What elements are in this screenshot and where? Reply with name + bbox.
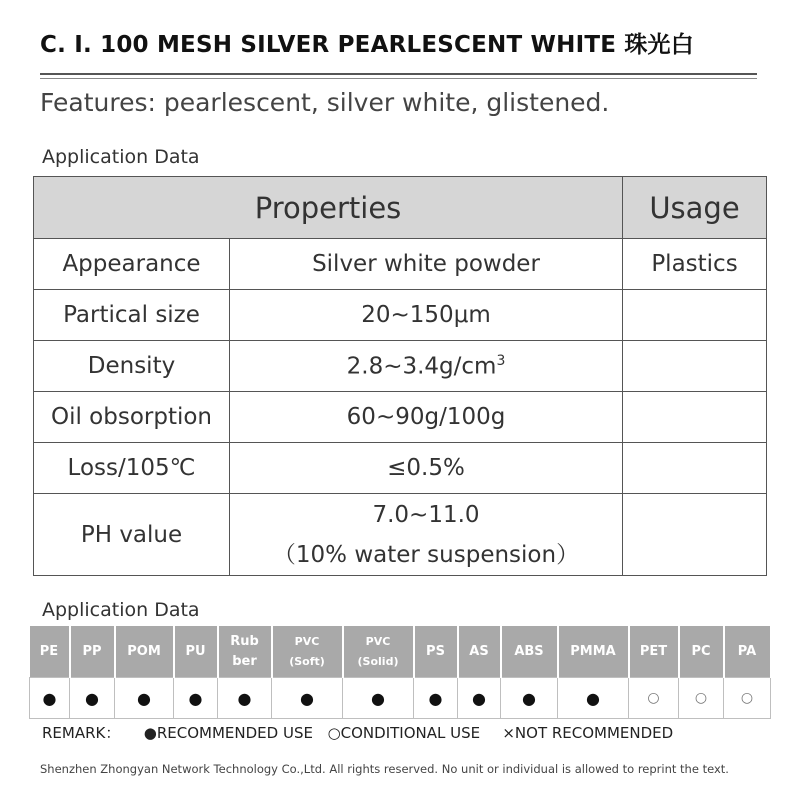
conditional-mark: ○	[724, 678, 771, 719]
recommended-mark: ●	[414, 678, 458, 719]
recommended-mark: ●	[458, 678, 501, 719]
section-heading-application: Application Data	[42, 599, 200, 621]
property-label: Appearance	[34, 239, 230, 290]
legend-recommended: ●RECOMMENDED USE	[143, 724, 313, 742]
recommended-mark: ●	[501, 678, 558, 719]
density-superscript: 3	[496, 352, 506, 369]
material-header: PET	[629, 626, 679, 678]
material-header: PVC (Soft)	[272, 626, 343, 678]
recommended-mark: ●	[218, 678, 272, 719]
usage-value	[623, 290, 767, 341]
property-label: Partical size	[34, 290, 230, 341]
table-row	[34, 494, 767, 576]
material-header: PE	[30, 626, 70, 678]
recommended-mark: ●	[272, 678, 343, 719]
material-header: PVC (Solid)	[343, 626, 414, 678]
table-header-row	[34, 177, 767, 239]
property-value	[230, 341, 623, 392]
property-value: 60~90g/100g	[230, 392, 623, 443]
recommended-mark: ●	[343, 678, 414, 719]
material-header: PS	[414, 626, 458, 678]
material-header: PU	[174, 626, 218, 678]
table-row	[34, 443, 767, 494]
title-divider-thin	[40, 78, 757, 79]
property-label: Density	[34, 341, 230, 392]
usage-header: Usage	[623, 177, 767, 239]
material-header: PC	[679, 626, 724, 678]
legend-conditional: ○CONDITIONAL USE	[327, 724, 481, 742]
material-header: ABS	[501, 626, 558, 678]
usage-value	[623, 341, 767, 392]
usage-value	[623, 443, 767, 494]
table-row	[34, 341, 767, 392]
remark-legend	[42, 722, 673, 743]
recommended-mark: ●	[558, 678, 629, 719]
usage-value	[623, 392, 767, 443]
application-marks-row	[30, 678, 771, 719]
material-header: POM	[115, 626, 174, 678]
property-label: Oil obsorption	[34, 392, 230, 443]
property-label: PH value	[34, 494, 230, 576]
features-text: Features: pearlescent, silver white, glistened.	[40, 88, 610, 117]
legend-not-recommended: ×NOT RECOMMENDED	[502, 724, 674, 742]
material-header: PP	[70, 626, 115, 678]
section-heading-properties: Application Data	[42, 146, 200, 168]
ph-range: 7.0~11.0	[372, 501, 480, 528]
recommended-mark: ●	[70, 678, 115, 719]
properties-table	[33, 176, 767, 576]
page-title: C. I. 100 MESH SILVER PEARLESCENT WHITE 珠光白	[40, 32, 694, 58]
material-header: PMMA	[558, 626, 629, 678]
usage-value	[623, 494, 767, 576]
property-value: ≤0.5%	[230, 443, 623, 494]
application-header-row	[30, 626, 771, 678]
table-row	[34, 392, 767, 443]
material-header: AS	[458, 626, 501, 678]
copyright-footer: Shenzhen Zhongyan Network Technology Co.,Ltd. All rights reserved. No unit or individual is allowed to reprint the text.	[40, 762, 729, 776]
usage-value: Plastics	[623, 239, 767, 290]
title-divider	[40, 73, 757, 75]
property-value: 20~150μm	[230, 290, 623, 341]
property-value: Silver white powder	[230, 239, 623, 290]
properties-header: Properties	[34, 177, 623, 239]
recommended-mark: ●	[115, 678, 174, 719]
remark-label: REMARK：	[42, 724, 121, 742]
property-value	[230, 494, 623, 576]
application-table	[29, 626, 772, 719]
ph-condition: （10% water suspension）	[272, 541, 580, 568]
material-header: PA	[724, 626, 771, 678]
table-row	[34, 290, 767, 341]
conditional-mark: ○	[629, 678, 679, 719]
property-label: Loss/105℃	[34, 443, 230, 494]
table-row	[34, 239, 767, 290]
conditional-mark: ○	[679, 678, 724, 719]
material-header: Rub ber	[218, 626, 272, 678]
recommended-mark: ●	[174, 678, 218, 719]
density-value: 2.8~3.4g/cm	[346, 353, 497, 380]
recommended-mark: ●	[30, 678, 70, 719]
